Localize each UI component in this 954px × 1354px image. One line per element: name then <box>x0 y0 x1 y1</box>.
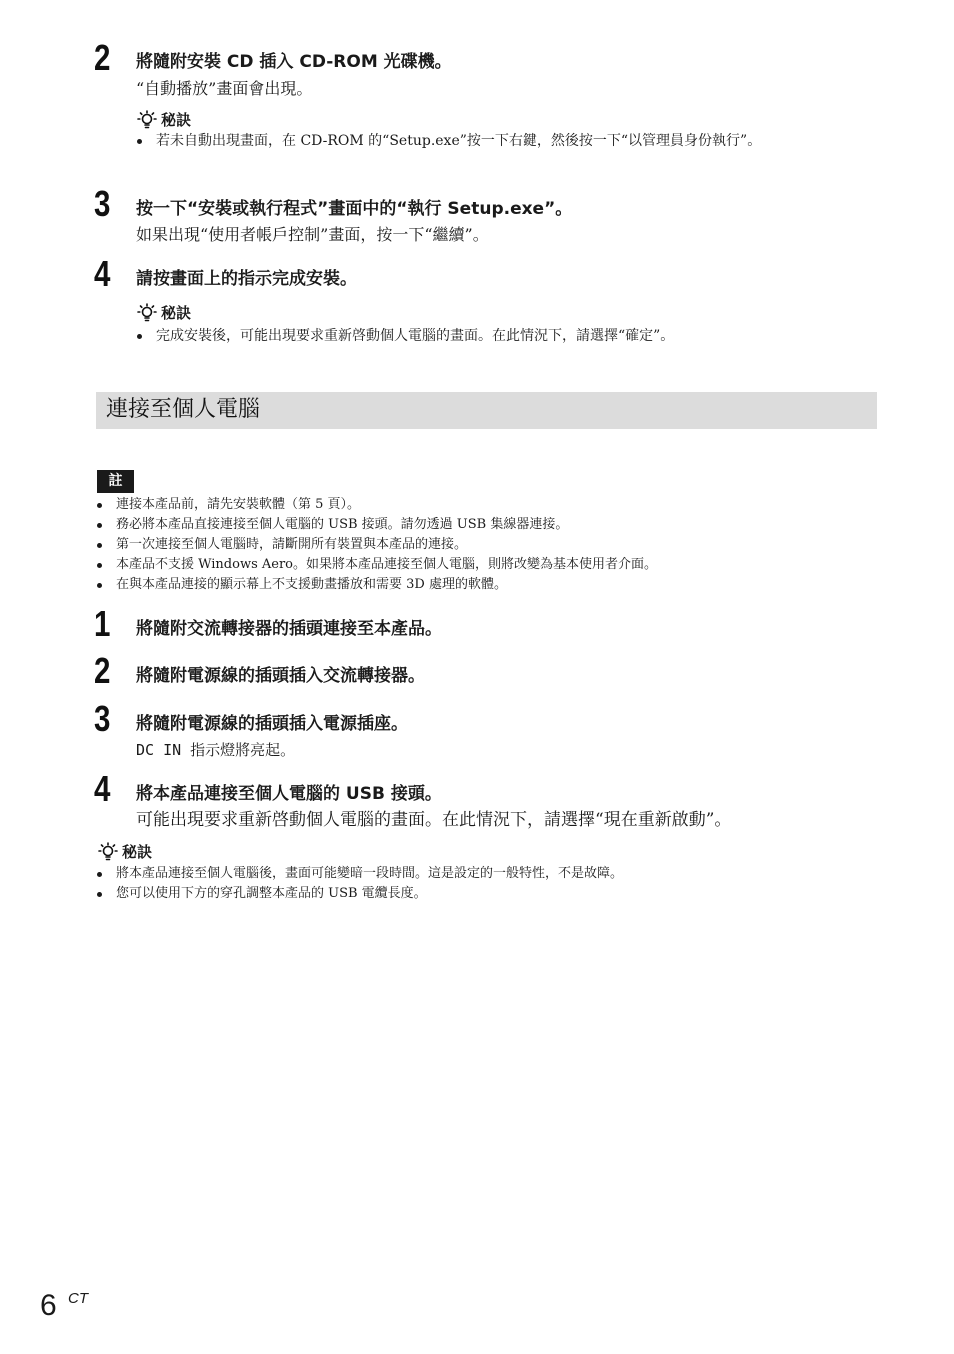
note-badge: 註 <box>97 470 134 493</box>
step-body: DC IN 指示燈將亮起。 <box>136 741 296 759</box>
tip-label: 秘訣 <box>161 111 192 129</box>
tip-heading <box>136 110 191 130</box>
list-item: 本產品不支援 Windows Aero。如果將本產品連接至個人電腦，則將改變為基本使用者介面。 <box>96 555 856 575</box>
step-number: 4 <box>94 253 111 294</box>
step-number: 2 <box>94 650 111 691</box>
list-item: 第一次連接至個人電腦時，請斷開所有裝置與本產品的連接。 <box>96 535 856 555</box>
step-number: 4 <box>94 768 111 809</box>
list-item: 您可以使用下方的穿孔調整本產品的 USB 電纜長度。 <box>96 884 856 904</box>
step-body: “自動播放”畫面會出現。 <box>136 79 313 98</box>
list-item: 若未自動出現畫面，在 CD-ROM 的“Setup.exe”按一下右鍵，然後按一下“以管理員身份執行”。 <box>136 131 856 152</box>
tip-list <box>136 131 856 152</box>
step-title: 將隨附電源線的插頭插入交流轉接器。 <box>136 666 425 686</box>
list-item: 務必將本產品直接連接至個人電腦的 USB 接頭。請勿透過 USB 集線器連接。 <box>96 515 856 535</box>
step-title: 將隨附電源線的插頭插入電源插座。 <box>136 714 408 734</box>
tip-list <box>96 864 856 904</box>
tip-list <box>136 326 856 347</box>
step-number: 3 <box>94 698 111 739</box>
tip-label: 秘訣 <box>122 843 153 861</box>
tip-label: 秘訣 <box>161 304 192 322</box>
list-item: 連接本產品前，請先安裝軟體（第 5 頁）。 <box>96 495 856 515</box>
lightbulb-icon <box>136 110 158 130</box>
lightbulb-icon <box>136 303 158 323</box>
section-title: 連接至個人電腦 <box>106 397 261 422</box>
step-body: 可能出現要求重新啓動個人電腦的畫面。在此情況下，請選擇“現在重新啟動”。 <box>136 810 732 830</box>
tip-heading <box>97 842 152 862</box>
list-item: 將本產品連接至個人電腦後，畫面可能變暗一段時間。這是設定的一般特性，不是故障。 <box>96 864 856 884</box>
step-number: 3 <box>94 183 111 224</box>
step-title: 按一下“安裝或執行程式”畫面中的“執行 Setup.exe”。 <box>136 199 573 219</box>
list-item: 在與本產品連接的顯示幕上不支援動畫播放和需要 3D 處理的軟體。 <box>96 575 856 595</box>
step-title: 將本產品連接至個人電腦的 USB 接頭。 <box>136 784 442 804</box>
tip-heading <box>136 303 191 323</box>
note-list <box>96 495 856 595</box>
lightbulb-icon <box>97 842 119 862</box>
section-header <box>96 392 877 429</box>
step-title: 將隨附交流轉接器的插頭連接至本產品。 <box>136 619 442 639</box>
step-title: 請按畫面上的指示完成安裝。 <box>136 269 357 289</box>
step-title: 將隨附安裝 CD 插入 CD-ROM 光碟機。 <box>136 52 452 72</box>
step-number: 2 <box>94 37 111 78</box>
page-number: 6 <box>40 1289 57 1322</box>
page-language-code: CT <box>68 1290 88 1307</box>
step-number: 1 <box>94 603 111 644</box>
step-body: 如果出現“使用者帳戶控制”畫面，按一下“繼續”。 <box>136 225 489 244</box>
list-item: 完成安裝後，可能出現要求重新啓動個人電腦的畫面。在此情況下，請選擇“確定”。 <box>136 326 856 347</box>
